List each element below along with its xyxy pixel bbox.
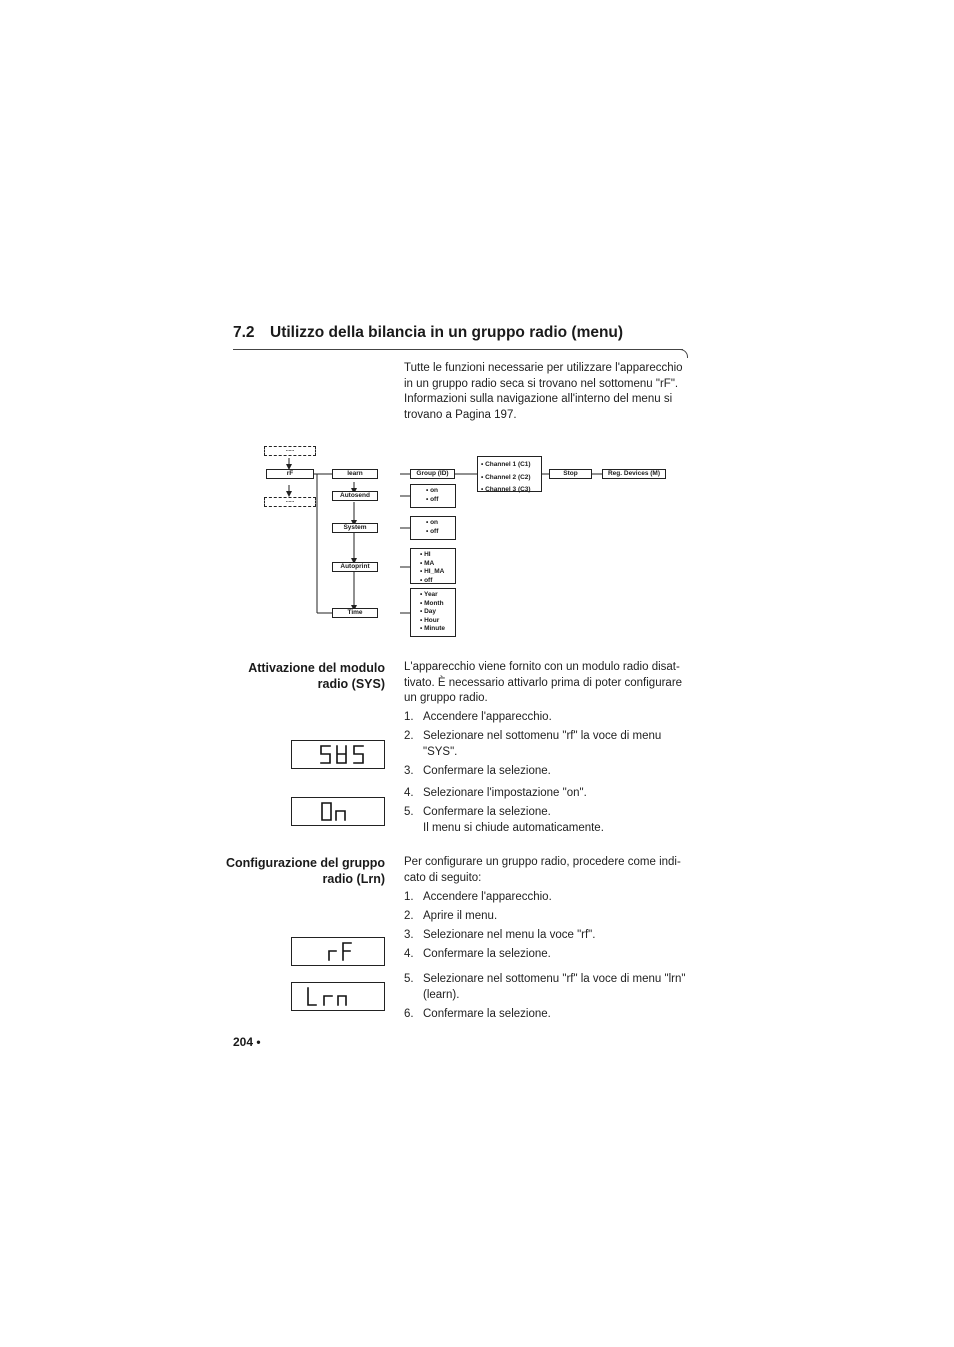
lcd-display-sys xyxy=(291,740,385,769)
list-item: 3. Selezionare nel menu la voce "rf". xyxy=(404,929,596,941)
page-number: 204 • xyxy=(233,1035,261,1049)
sys-steps-b xyxy=(404,786,690,840)
diagram-node-rf: rF xyxy=(266,469,314,479)
list-item: 4. Confermare la selezione. xyxy=(404,948,551,960)
diagram-node-time: Time xyxy=(332,608,378,618)
list-item: 2. Selezionare nel sottomenu "rf" la voce di menu "SYS". xyxy=(404,730,662,758)
diagram-node-autosend: Autosend xyxy=(332,491,378,501)
sys-heading: Attivazione del modulo radio (SYS) xyxy=(248,661,385,691)
dashed-box-bottom: ...... xyxy=(264,497,316,507)
menu-diagram xyxy=(262,444,682,640)
autosend-options: • on • off xyxy=(410,484,456,508)
seven-segment-lrn xyxy=(292,983,384,1010)
heading-rule xyxy=(233,349,683,350)
system-options: • on • off xyxy=(410,516,456,540)
channel-1: • Channel 1 (C1) xyxy=(481,461,531,468)
lrn-steps-a xyxy=(404,890,690,966)
section-heading xyxy=(233,324,623,342)
list-item: 1. Accendere l'apparecchio. xyxy=(404,711,552,723)
sys-steps-a xyxy=(404,710,690,783)
diagram-node-stop: Stop xyxy=(549,469,592,479)
lrn-intro: Per configurare un gruppo radio, procedere come indi-cato di seguito: xyxy=(404,856,681,884)
seven-segment-rf xyxy=(292,938,384,965)
section-number: 7.2 xyxy=(233,324,255,341)
list-item: 4. Selezionare l'impostazione "on". xyxy=(404,787,587,799)
channel-3: • Channel 3 (C3) xyxy=(481,486,531,493)
dashed-box-top: ...... xyxy=(264,446,316,456)
list-item: 3. Confermare la selezione. xyxy=(404,764,551,777)
list-item: 6. Confermare la selezione. xyxy=(404,1007,551,1020)
seven-segment-on xyxy=(292,798,384,825)
diagram-channels-box xyxy=(477,456,542,492)
lrn-steps-b xyxy=(404,972,690,1026)
heading-rule-corner xyxy=(679,349,688,358)
seven-segment-sys xyxy=(292,741,384,768)
section-title: Utilizzo della bilancia in un gruppo radio (menu) xyxy=(270,324,624,341)
lcd-display-rf xyxy=(291,937,385,966)
time-options: • Year • Month • Day • Hour • Minute xyxy=(410,588,456,637)
diagram-node-group: Group (ID) xyxy=(410,469,455,479)
lcd-display-lrn xyxy=(291,982,385,1011)
diagram-node-system: System xyxy=(332,523,378,533)
sys-intro: L'apparecchio viene fornito con un modulo radio disat-tivato. È necessario attivarlo prima di poter configurare un gruppo radio. xyxy=(404,661,683,704)
diagram-node-reg-devices: Reg. Devices (M) xyxy=(602,469,666,479)
lrn-heading: Configurazione del gruppo radio (Lrn) xyxy=(225,856,385,886)
diagram-node-autoprint: Autoprint xyxy=(332,562,378,572)
diagram-node-learn: learn xyxy=(332,469,378,479)
list-item: 2. Aprire il menu. xyxy=(404,910,498,922)
lcd-display-on xyxy=(291,797,385,826)
autoprint-options: • HI • MA • HI_MA • off xyxy=(410,548,456,584)
channel-2: • Channel 2 (C2) xyxy=(481,473,531,481)
intro-paragraph: Tutte le funzioni necessarie per utilizzare l'apparecchio in un gruppo radio seca si trovano nel sottomenu "rF". Informazioni sulla navigazione all'interno del menu si trovano a Pagina 197. xyxy=(404,362,683,421)
list-item: 1. Accendere l'apparecchio. xyxy=(404,891,552,903)
list-item: 5. Confermare la selezione. Il menu si chiude automaticamente. xyxy=(404,806,604,834)
list-item: 5. Selezionare nel sottomenu "rf" la voce di menu "lrn" (learn). xyxy=(404,973,686,1001)
